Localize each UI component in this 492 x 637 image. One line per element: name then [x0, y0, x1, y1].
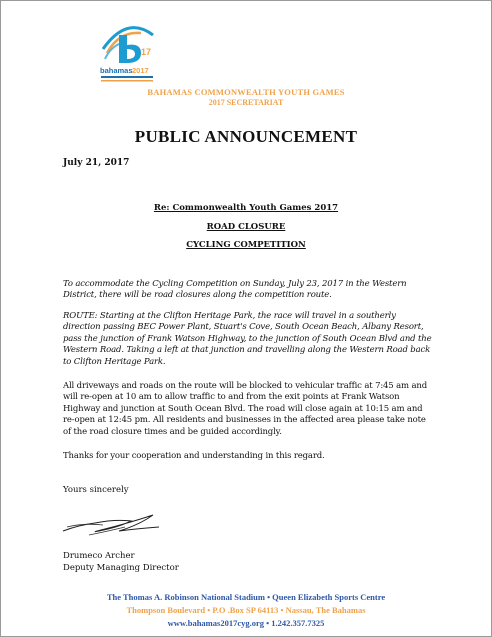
logo-wordmark-right: 2017: [132, 66, 149, 75]
signature-icon: [59, 501, 165, 541]
page-title: PUBLIC ANNOUNCEMENT: [134, 127, 358, 146]
paragraph-intro: To accommodate the Cycling Competition on Sunday, July 23, 2017 in the Western District, there will be road closures along the competition route.: [63, 279, 407, 301]
header-secretariat: 2017 SECRETARIAT: [208, 98, 284, 107]
paragraph-closure-times: All driveways and roads on the route will be blocked to vehicular traffic at 7:45 am and will re-open at 10 am to allow traffic to and from the exit points at Frank Watson Highway and junction at South Ocean Blvd. The road will close again at 10:15 am and re-open at 12:45 pm. All residents and businesses in the affected area please take note of the road closure times and be guided accordingly.: [63, 381, 428, 437]
signatory-name: Drumeco Archer: [63, 551, 135, 561]
header-organization: BAHAMAS COMMONWEALTH YOUTH GAMES: [147, 87, 345, 97]
re-line-cycling: CYCLING COMPETITION: [186, 240, 306, 250]
announcement-date: July 21, 2017: [63, 158, 130, 168]
logo-number: 17: [141, 47, 152, 57]
games-logo: [97, 19, 159, 85]
re-line-subject: Re: Commonwealth Youth Games 2017: [153, 203, 339, 213]
paragraph-route: ROUTE: Starting at the Clifton Heritage Park, the race will travel in a southerly direction passing BEC Power Plant, Stuart's Cove, South Ocean Beach, Albany Resort, pass the junction of Frank Watson Highway, to the junction of South Ocean Blvd and the Western Road. Taking a left at that junction and travelling along the Western Road back to Clifton Heritage Park.: [63, 311, 432, 367]
signatory-title: Deputy Managing Director: [63, 563, 179, 573]
footer-contact: www.bahamas2017cyg.org • 1.242.357.7325: [167, 618, 325, 628]
closing-salutation: Yours sincerely: [63, 485, 129, 495]
footer-venues: The Thomas A. Robinson National Stadium • Queen Elizabeth Sports Centre: [106, 592, 386, 602]
footer-address: Thompson Boulevard • P.O .Box SP 64113 • Nassau, The Bahamas: [126, 605, 366, 615]
paragraph-thanks: Thanks for your cooperation and understanding in this regard.: [63, 451, 325, 461]
re-line-road-closure: ROAD CLOSURE: [206, 222, 286, 232]
logo-wordmark-left: bahamas: [100, 66, 133, 75]
